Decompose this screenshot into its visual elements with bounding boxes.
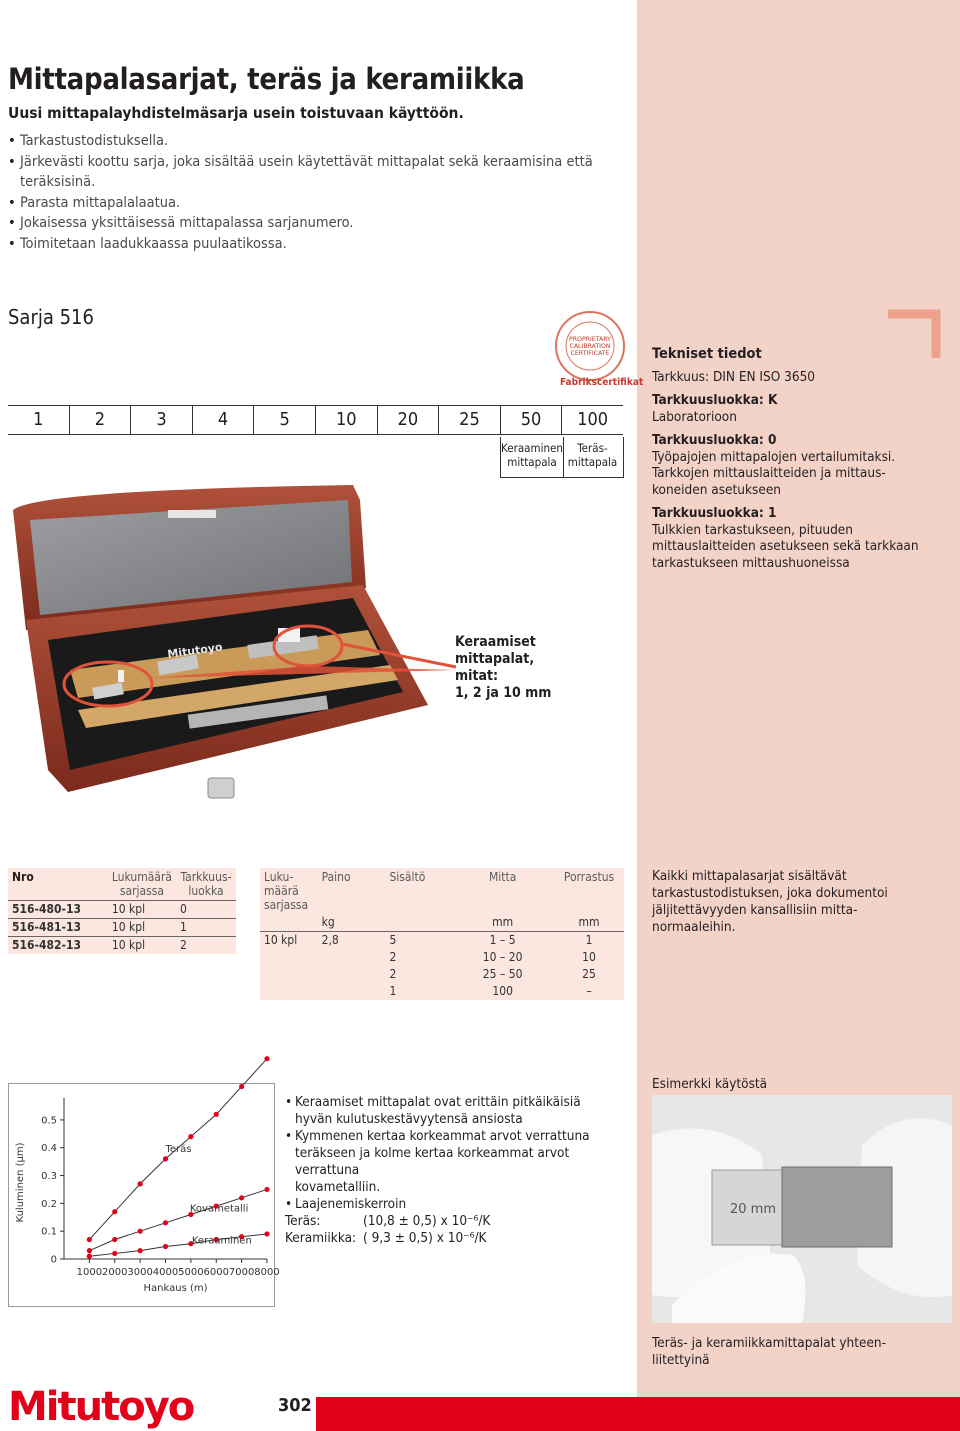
size-cell: 5	[254, 406, 316, 434]
table-row: 516-482-13 10 kpl 2	[8, 937, 236, 955]
list-item: • Kymmenen kertaa korkeammat arvot verrattuna	[285, 1128, 625, 1145]
traceability-note: Kaikki mittapalasarjat sisältävät tarkastustodistuksen, joka dokumentoi jäljitettävyyden kansallisiin mitta- normaaleihin.	[652, 868, 888, 935]
table-header: Porrastus	[563, 870, 615, 884]
x-axis-label: Hankaus (m)	[143, 1283, 208, 1294]
list-item: • Laajenemiskerroin	[285, 1196, 625, 1213]
table-row: 516-481-13 10 kpl 1	[8, 919, 236, 937]
y-tick-label: 0.3	[41, 1171, 57, 1183]
x-tick-label: 3000	[127, 1267, 153, 1278]
table-row: 10 kpl 2,8 5 1 – 5 1	[260, 932, 624, 950]
tech-class-1: Tarkkuusluokka: 1	[652, 505, 777, 521]
list-item: • Järkevästi koottu sarja, joka sisältää usein käytettävät mittapalat sekä keraamisina että teräksisinä.	[8, 152, 628, 193]
data-point	[188, 1134, 193, 1139]
size-cell: 1	[8, 406, 70, 434]
series-label: Sarja 516	[8, 305, 94, 329]
table-header: Lukumäärä sarjassa	[111, 870, 172, 898]
x-tick-label: 8000	[254, 1267, 280, 1278]
x-tick-label: 7000	[228, 1267, 255, 1278]
table-row: 2 25 – 50 25	[389, 967, 596, 981]
y-tick-label: 0.1	[41, 1226, 57, 1238]
table-row: 1 100 –	[389, 984, 592, 998]
data-point	[112, 1209, 117, 1214]
page-subtitle: Uusi mittapalayhdistelmäsarja usein toistuvaan käyttöön.	[8, 104, 464, 122]
cert-line2: CALIBRATION	[569, 343, 611, 350]
table-header: Paino	[321, 870, 351, 884]
data-point	[264, 1056, 269, 1061]
contents-table: Luku- määrä sarjassa Paino Sisältö Mitta Porrastus kg mm mm 10 kpl 2,8 5 1 – 5 1 2 10 – 20 10 2 25 – 50 25 1 100 –	[260, 868, 624, 1000]
x-tick-label: 4000	[152, 1267, 179, 1278]
ceramic-features	[285, 1094, 625, 1247]
example-caption: Teräs- ja keramiikkamittapalat yhteen- liitettyinä	[652, 1335, 887, 1368]
data-point	[239, 1195, 244, 1200]
material-ceramic-label: Keraaminen mittapala	[500, 437, 564, 478]
data-point	[214, 1112, 219, 1117]
page-title: Mittapalasarjat, teräs ja keramiikka	[8, 62, 525, 96]
list-item: • Keraamiset mittapalat ovat erittäin pitkäikäisiä	[285, 1094, 625, 1111]
x-tick-label: 5000	[178, 1267, 204, 1278]
order-table	[8, 868, 236, 954]
list-item: • Toimitetaan laadukkaassa puulaatikossa.	[8, 234, 628, 255]
size-cell: 25	[439, 406, 501, 434]
size-cell: 4	[193, 406, 255, 434]
data-point	[264, 1187, 269, 1192]
table-header: Tarkkuus- luokka	[180, 870, 232, 898]
cert-line1: PROPRIETARY	[569, 336, 611, 343]
data-point	[264, 1231, 269, 1236]
certificate-stamp-icon	[554, 310, 626, 382]
example-label: Esimerkki käytöstä	[652, 1076, 768, 1092]
size-cell: 3	[131, 406, 193, 434]
technical-data: Tekniset tiedot Tarkkuus: DIN EN ISO 3650 Tarkkuusluokka: K Laboratorioon Tarkkuusluokka: 0 Työpajojen mittapalojen vertailumitaksi. Tarkkojen mittauslaitteiden ja mittaus- koneiden asetukseen Tarkkuusluokka: 1 Tulkkien tarkastukseen, pituuden mittauslaitteiden asetukseen sekä tarkkaan tarkastukseen mittaushuoneissa	[652, 346, 947, 571]
list-item: teräkseen ja kolme kertaa korkeammat arvot verrattuna	[295, 1145, 570, 1178]
box-brand: Mitutoyo	[166, 640, 224, 661]
tech-accuracy: Tarkkuus: DIN EN ISO 3650	[652, 368, 816, 385]
mitutoyo-logo	[8, 1386, 208, 1430]
x-tick-label: 1000	[76, 1267, 103, 1278]
size-cell: 100	[577, 409, 609, 430]
list-item: kovametalliin.	[295, 1179, 381, 1195]
table-header: Luku- määrä sarjassa	[264, 870, 309, 912]
tech-class-0: Tarkkuusluokka: 0	[652, 432, 777, 448]
table-header: Nro	[12, 870, 34, 884]
data-point	[163, 1244, 168, 1249]
y-tick-label: 0.5	[41, 1115, 57, 1127]
data-point	[112, 1251, 117, 1256]
data-point	[163, 1220, 168, 1225]
size-cell: 10	[316, 406, 378, 434]
size-cell: 20	[378, 406, 440, 434]
table-header: Mitta	[488, 870, 517, 884]
y-tick-label: 0	[50, 1254, 57, 1266]
cert-line3: CERTIFICATE	[570, 350, 610, 357]
wear-chart	[8, 1083, 280, 1307]
expansion-ceramic: Keramiikka: ( 9,3 ± 0,5) x 10⁻⁶/K	[285, 1230, 487, 1246]
data-point	[239, 1084, 244, 1089]
data-point	[163, 1156, 168, 1161]
x-tick-label: 2000	[102, 1267, 128, 1278]
y-tick-label: 0.2	[41, 1198, 57, 1210]
material-steel-label: Teräs- mittapala	[562, 437, 624, 478]
y-axis-label: Kuluminen (µm)	[15, 1142, 26, 1223]
wear-chart-svg	[9, 1084, 280, 1306]
tech-class-k: Tarkkuusluokka: K	[652, 392, 778, 408]
example-block-text: 20 mm	[730, 1202, 777, 1217]
data-point	[87, 1248, 92, 1253]
size-cell: 2	[70, 406, 132, 434]
data-point	[87, 1237, 92, 1242]
footer-red-bar	[316, 1397, 960, 1431]
tech-heading: Tekniset tiedot	[652, 346, 762, 362]
series-label: Teräs	[165, 1143, 192, 1155]
data-point	[138, 1229, 143, 1234]
x-tick-label: 6000	[203, 1267, 229, 1278]
table-header: Sisältö	[389, 870, 426, 884]
table-row: 2 10 – 20 10	[389, 950, 596, 964]
ceramic-blocks-note: Keraamiset mittapalat, mitat: 1, 2 ja 10 mm	[455, 634, 552, 701]
list-item: • Parasta mittapalalaatua.	[8, 193, 628, 214]
size-cell: 50	[501, 406, 563, 434]
data-point	[112, 1237, 117, 1242]
example-photo	[652, 1095, 952, 1323]
page-number: 302	[278, 1395, 312, 1416]
data-point	[138, 1181, 143, 1186]
list-item: • Tarkastustodistuksella.	[8, 131, 628, 152]
size-strip	[8, 405, 623, 435]
series-label: Keraaminen	[191, 1235, 252, 1247]
list-item: hyvän kulutuskestävyytensä ansiosta	[295, 1111, 523, 1127]
logo-text: Mitutoyo	[8, 1384, 194, 1430]
certificate-label: Fabrikscertifikat	[560, 377, 644, 388]
data-point	[138, 1248, 143, 1253]
feature-list	[8, 131, 628, 254]
y-tick-label: 0.4	[41, 1143, 57, 1155]
table-row: 516-480-13 10 kpl 0	[8, 901, 236, 919]
data-point	[87, 1254, 92, 1259]
list-item: • Jokaisessa yksittäisessä mittapalassa sarjanumero.	[8, 213, 628, 234]
expansion-steel: Teräs: (10,8 ± 0,5) x 10⁻⁶/K	[285, 1213, 491, 1229]
series-label: Kovametalli	[189, 1203, 249, 1215]
